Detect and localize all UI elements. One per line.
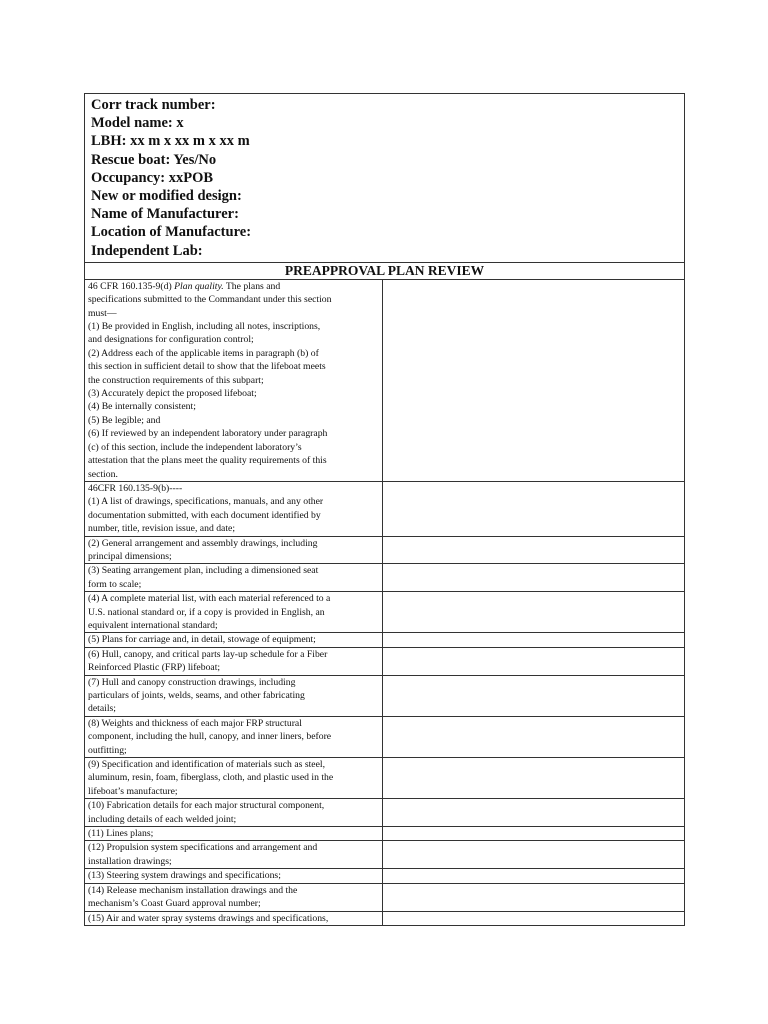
design-status-field: New or modified design: (91, 188, 242, 205)
corr-track-number-field: Corr track number: (91, 97, 216, 113)
requirement-text-cell (85, 633, 383, 647)
requirement-line: (3) Seating arrangement plan, including a dimensioned seat (88, 565, 319, 577)
occupancy-field: Occupancy: xxPOB (91, 169, 214, 186)
requirement-text-cell (85, 758, 383, 799)
requirement-row (85, 883, 685, 911)
requirement-text-cell (85, 827, 383, 841)
requirement-line: including details of each welded joint; (88, 813, 237, 825)
requirement-line: aluminum, resin, foam, fiberglass, cloth, and plastic used in the (88, 772, 334, 784)
header-row (85, 94, 685, 263)
requirement-text-cell (85, 799, 383, 827)
requirement-text-cell (85, 536, 383, 564)
independent-lab-field: Independent Lab: (91, 242, 203, 259)
requirement-text-cell (85, 592, 383, 633)
section-title: PREAPPROVAL PLAN REVIEW (85, 262, 685, 279)
requirement-text-cell (85, 883, 383, 911)
review-notes-cell[interactable] (383, 841, 685, 869)
requirement-line: this section in sufficient detail to show that the lifeboat meets (88, 361, 326, 373)
requirement-row (85, 675, 685, 716)
requirement-line: section. (88, 468, 118, 480)
requirement-line: (1) A list of drawings, specifications, manuals, and any other (88, 496, 324, 508)
review-notes-cell[interactable] (383, 911, 685, 925)
requirement-row (85, 633, 685, 647)
requirement-italic-heading: Plan quality. (174, 280, 224, 292)
requirement-row (85, 647, 685, 675)
review-notes-cell[interactable] (383, 633, 685, 647)
requirement-row (85, 841, 685, 869)
review-notes-cell[interactable] (383, 799, 685, 827)
requirement-line: (c) of this section, include the independent laboratory’s (88, 441, 302, 453)
requirement-line: (3) Accurately depict the proposed lifeboat; (88, 388, 257, 400)
requirement-line: (7) Hull and canopy construction drawings, including (88, 676, 296, 688)
review-notes-cell[interactable] (383, 883, 685, 911)
requirement-text-cell (85, 564, 383, 592)
preapproval-form-table (84, 93, 685, 926)
requirement-line: (10) Fabrication details for each major structural component, (88, 800, 325, 812)
requirement-line: (9) Specification and identification of materials such as steel, (88, 759, 325, 771)
requirement-text-cell (85, 481, 383, 536)
review-notes-cell[interactable] (383, 536, 685, 564)
requirement-text-cell (85, 675, 383, 716)
requirement-line: (2) Address each of the applicable items in paragraph (b) of (88, 347, 319, 359)
requirement-line: number, title, revision issue, and date; (88, 523, 236, 535)
requirement-line: installation drawings; (88, 855, 172, 867)
requirement-row (85, 716, 685, 757)
requirement-row (85, 827, 685, 841)
requirement-line: the construction requirements of this subpart; (88, 374, 264, 386)
requirement-line: equivalent international standard; (88, 619, 218, 631)
review-notes-cell[interactable] (383, 758, 685, 799)
requirement-line: component, including the hull, canopy, and inner liners, before (88, 731, 332, 743)
requirement-row (85, 758, 685, 799)
requirement-line: (12) Propulsion system specifications and arrangement and (88, 842, 318, 854)
requirement-line: form to scale; (88, 578, 142, 590)
requirement-line: U.S. national standard or, if a copy is provided in English, an (88, 606, 325, 618)
section-title-row (85, 262, 685, 279)
requirement-line: (6) Hull, canopy, and critical parts lay-up schedule for a Fiber (88, 648, 328, 660)
requirement-line: (13) Steering system drawings and specifications; (88, 870, 281, 882)
rescue-boat-field: Rescue boat: Yes/No (91, 151, 217, 168)
requirement-line: Reinforced Plastic (FRP) lifeboat; (88, 662, 221, 674)
manufacturer-name-field: Name of Manufacturer: (91, 206, 239, 223)
requirement-row (85, 592, 685, 633)
review-notes-cell[interactable] (383, 564, 685, 592)
lbh-field: LBH: xx m x xx m x xx m (91, 133, 250, 150)
requirement-line: 46CFR 160.135-9(b)---- (88, 482, 183, 494)
header-info-cell (85, 94, 685, 263)
requirement-line: mechanism’s Coast Guard approval number; (88, 898, 261, 910)
requirement-line-continuation: The plans and (223, 280, 281, 292)
requirement-row (85, 279, 685, 481)
requirement-row (85, 481, 685, 536)
requirement-line: (4) A complete material list, with each material referenced to a (88, 593, 331, 605)
requirement-line: (14) Release mechanism installation drawings and the (88, 884, 298, 896)
requirement-line: specifications submitted to the Commandant under this section (88, 294, 332, 306)
review-notes-cell[interactable] (383, 716, 685, 757)
requirement-line: (8) Weights and thickness of each major FRP structural (88, 717, 302, 729)
manufacture-location-field: Location of Manufacture: (91, 224, 252, 241)
requirement-line: (1) Be provided in English, including all notes, inscriptions, (88, 321, 321, 333)
review-notes-cell[interactable] (383, 647, 685, 675)
review-notes-cell[interactable] (383, 869, 685, 883)
review-notes-cell[interactable] (383, 592, 685, 633)
requirement-row (85, 564, 685, 592)
requirement-line: lifeboat’s manufacture; (88, 785, 178, 797)
review-notes-cell[interactable] (383, 279, 685, 481)
requirement-row (85, 799, 685, 827)
requirement-text-cell (85, 869, 383, 883)
requirement-line: and designations for configuration control; (88, 334, 254, 346)
requirement-text-cell (85, 647, 383, 675)
requirement-line: particulars of joints, welds, seams, and other fabricating (88, 690, 305, 702)
requirement-line: details; (88, 703, 116, 715)
requirement-line: (15) Air and water spray systems drawings and specifications, (88, 912, 329, 924)
requirement-text-cell (85, 841, 383, 869)
requirement-text-cell (85, 716, 383, 757)
requirement-line: 46 CFR 160.135-9(d) Plan quality. The plans and (88, 280, 281, 292)
requirement-row (85, 536, 685, 564)
requirement-line: (5) Plans for carriage and, in detail, stowage of equipment; (88, 634, 316, 646)
requirement-text-cell (85, 279, 383, 481)
requirement-line: (5) Be legible; and (88, 414, 161, 426)
review-notes-cell[interactable] (383, 481, 685, 536)
requirement-line: attestation that the plans meet the quality requirements of this (88, 455, 327, 467)
requirement-line: (4) Be internally consistent; (88, 401, 196, 413)
requirement-row (85, 911, 685, 925)
requirement-row (85, 869, 685, 883)
requirement-line: must— (88, 307, 117, 319)
review-notes-cell[interactable] (383, 827, 685, 841)
requirement-line: (6) If reviewed by an independent laboratory under paragraph (88, 428, 328, 440)
requirement-line: (2) General arrangement and assembly drawings, including (88, 537, 318, 549)
requirement-line: principal dimensions; (88, 550, 172, 562)
requirement-line: documentation submitted, with each document identified by (88, 509, 321, 521)
requirement-text-cell (85, 911, 383, 925)
requirement-line: (11) Lines plans; (88, 828, 154, 840)
requirement-line: outfitting; (88, 744, 127, 756)
review-notes-cell[interactable] (383, 675, 685, 716)
model-name-field: Model name: x (91, 115, 184, 132)
